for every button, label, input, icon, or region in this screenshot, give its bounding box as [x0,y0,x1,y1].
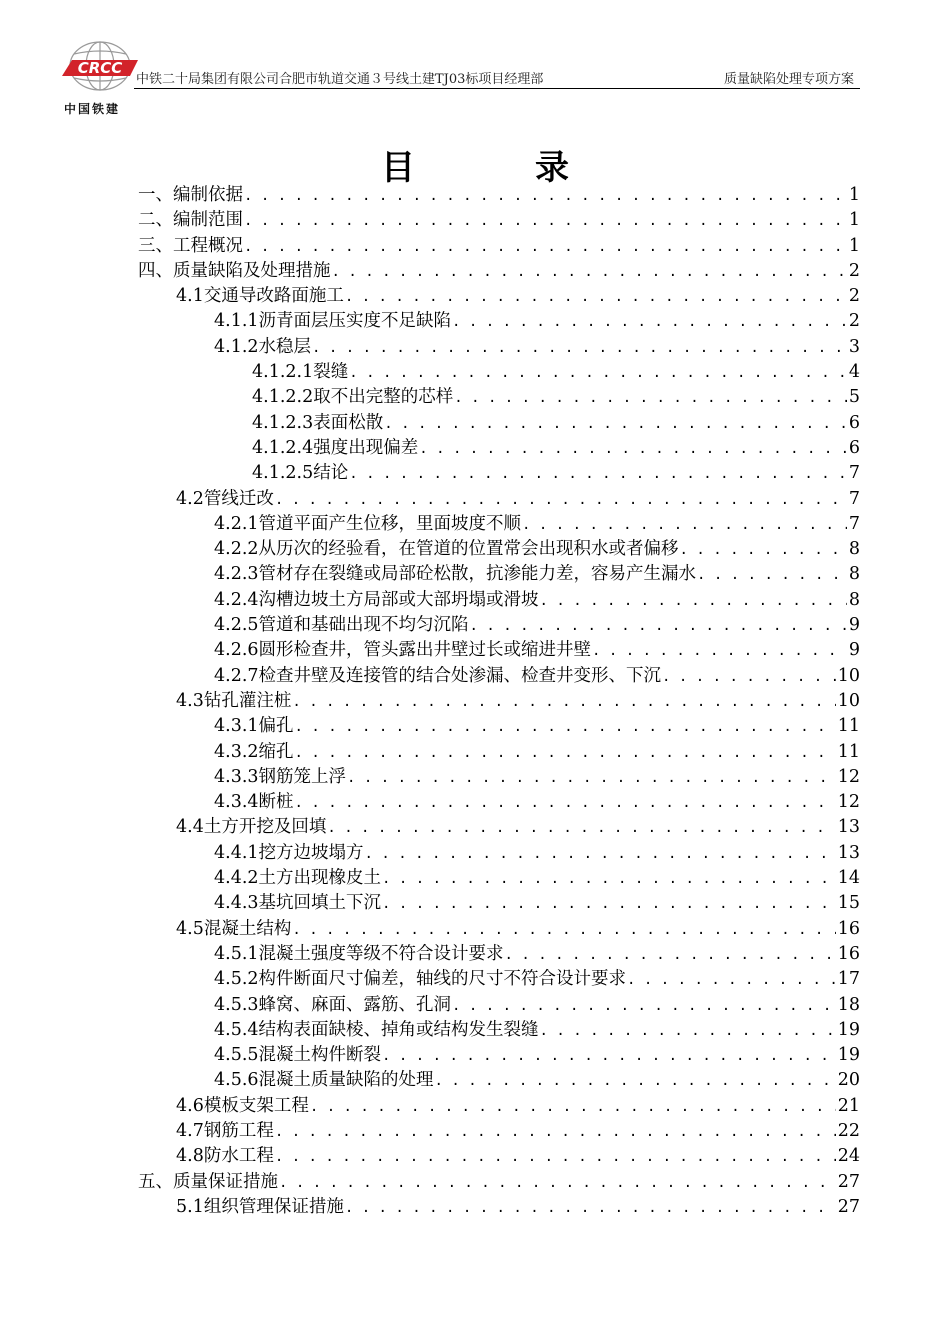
toc-leader-dots [327,816,835,840]
toc-entry-page: 10 [837,665,860,686]
logo-caption: 中国铁建 [64,102,121,116]
toc-leader-dots [312,336,847,360]
toc-leader-dots [382,892,836,916]
toc-entry-label: 4.4.2土方出现橡皮土 [214,866,382,891]
toc-entry[interactable] [138,841,860,866]
toc-entry[interactable] [138,309,860,334]
toc-entry-label: 4.4土方开挖及回填 [176,815,327,840]
toc-leader-dots [365,842,836,866]
toc-leader-dots [382,867,836,891]
toc-leader-dots [244,209,847,233]
toc-entry-label: 4.8防水工程 [176,1144,275,1169]
toc-entry-page: 8 [848,539,860,560]
toc-entry-page: 7 [848,463,860,484]
toc-entry-label: 4.3.1偏孔 [214,714,295,739]
page-title: 目录 [381,148,689,188]
toc-entry-page: 2 [848,286,860,307]
toc-leader-dots [275,1145,836,1169]
toc-leader-dots [419,437,847,461]
toc-entry-page: 20 [837,1070,860,1091]
toc-entry[interactable] [138,487,860,512]
toc-leader-dots [627,968,836,992]
toc-entry-label: 三、工程概况 [138,234,244,259]
toc-entry[interactable] [138,537,860,562]
toc-entry-page: 27 [837,1171,860,1192]
toc-entry-label: 4.1.1沥青面层压实度不足缺陷 [214,309,452,334]
toc-entry-page: 16 [837,918,860,939]
toc-entry-label: 4.2.2从历次的经验看，在管道的位置常会出现积水或者偏移 [214,537,680,562]
toc-entry-label: 4.4.1挖方边坡塌方 [214,841,365,866]
toc-entry[interactable] [138,1195,860,1220]
toc-leader-dots [279,1171,836,1195]
toc-leader-dots [295,715,836,739]
toc-entry-label: 4.5.1混凝土强度等级不符合设计要求 [214,942,505,967]
toc-leader-dots [244,235,847,259]
toc-entry-label: 4.1.2.4强度出现偏差 [252,436,419,461]
toc-entry-page: 7 [848,488,860,509]
toc-leader-dots [592,639,847,663]
toc-entry-label: 4.5.2构件断面尺寸偏差，轴线的尺寸不符合设计要求 [214,967,627,992]
toc-leader-dots [435,1069,836,1093]
toc-entry-label: 4.3.3钢筋笼上浮 [214,765,347,790]
toc-entry-label: 4.4.3基坑回填土下沉 [214,891,382,916]
toc-entry[interactable] [138,436,860,461]
toc-entry-label: 4.2.5管道和基础出现不均匀沉陷 [214,613,470,638]
toc-entry-page: 8 [848,564,860,585]
toc-entry-label: 五、质量保证措施 [138,1170,279,1195]
toc-entry[interactable] [138,942,860,967]
toc-entry[interactable] [138,1043,860,1068]
toc-entry-label: 4.5混凝土结构 [176,917,292,942]
header-organization: 中铁二十局集团有限公司合肥市轨道交通３号线土建TJ03标项目经理部 [136,72,544,87]
toc-entry-page: 2 [848,260,860,281]
toc-entry-label: 4.3钻孔灌注桩 [176,689,292,714]
toc-entry-label: 4.5.5混凝土构件断裂 [214,1043,382,1068]
toc-entry-label: 4.1交通导改路面施工 [176,284,345,309]
toc-entry-label: 4.5.6混凝土质量缺陷的处理 [214,1068,435,1093]
toc-leader-dots [292,690,835,714]
header-document-name: 质量缺陷处理专项方案 [723,72,854,87]
toc-entry-page: 17 [837,969,860,990]
toc-entry-page: 15 [837,893,860,914]
toc-entry[interactable] [138,360,860,385]
toc-entry[interactable] [138,967,860,992]
toc-entry-label: 4.5.4结构表面缺棱、掉角或结构发生裂缝 [214,1018,540,1043]
toc-leader-dots [384,412,847,436]
toc-leader-dots [345,1196,836,1220]
toc-entry-page: 24 [837,1146,860,1167]
toc-entry-page: 13 [837,842,860,863]
toc-entry[interactable] [138,183,860,208]
toc-entry[interactable] [138,638,860,663]
toc-leader-dots [349,361,847,385]
toc-entry[interactable] [138,1144,860,1169]
toc-entry[interactable] [138,259,860,284]
toc-entry-label: 4.1.2.1裂缝 [252,360,349,385]
toc-entry-page: 6 [848,437,860,458]
toc-leader-dots [332,260,847,284]
toc-entry-page: 3 [848,336,860,357]
toc-entry[interactable] [138,1170,860,1195]
toc-entry[interactable] [138,689,860,714]
toc-entry-page: 18 [837,994,860,1015]
toc-entry[interactable] [138,335,860,360]
toc-entry-page: 9 [848,615,860,636]
header-rule [134,88,860,89]
toc-leader-dots [295,741,836,765]
toc-entry-label: 4.2.6圆形检查井，管头露出井壁过长或缩进井壁 [214,638,592,663]
toc-leader-dots [345,285,847,309]
toc-entry[interactable] [138,765,860,790]
toc-entry-label: 4.7钢筋工程 [176,1119,275,1144]
toc-entry-page: 19 [837,1045,860,1066]
toc-leader-dots [452,994,836,1018]
toc-entry-page: 9 [848,640,860,661]
toc-entry-page: 19 [837,1019,860,1040]
toc-entry[interactable] [138,740,860,765]
toc-entry[interactable] [138,284,860,309]
toc-entry[interactable] [138,790,860,815]
toc-entry-label: 4.1.2.3表面松散 [252,411,384,436]
toc-entry[interactable] [138,664,860,689]
toc-leader-dots [275,488,847,512]
table-of-contents [138,183,860,1220]
toc-entry[interactable] [138,1119,860,1144]
toc-entry-label: 4.2管线迁改 [176,487,275,512]
toc-leader-dots [470,614,847,638]
toc-entry[interactable] [138,917,860,942]
toc-leader-dots [349,462,847,486]
toc-entry-page: 1 [848,235,860,256]
toc-entry[interactable] [138,1018,860,1043]
toc-leader-dots [382,1044,836,1068]
toc-entry[interactable] [138,208,860,233]
toc-entry[interactable] [138,512,860,537]
toc-entry-label: 5.1组织管理保证措施 [176,1195,345,1220]
toc-entry-page: 7 [848,513,860,534]
toc-leader-dots [454,386,847,410]
toc-leader-dots [540,589,847,613]
toc-entry-page: 12 [837,792,860,813]
toc-entry-page: 22 [837,1120,860,1141]
toc-entry-page: 4 [848,362,860,383]
toc-entry-label: 四、质量缺陷及处理措施 [138,259,332,284]
toc-entry-label: 4.3.4断桩 [214,790,295,815]
toc-entry-label: 4.1.2.2取不出完整的芯样 [252,385,454,410]
toc-entry[interactable] [138,891,860,916]
toc-entry-page: 1 [848,210,860,231]
toc-entry-page: 14 [837,868,860,889]
toc-entry[interactable] [138,385,860,410]
toc-entry-label: 一、编制依据 [138,183,244,208]
toc-entry-label: 4.2.4沟槽边坡土方局部或大部坍塌或滑坡 [214,588,540,613]
toc-entry-page: 1 [848,185,860,205]
logo-text: CRCC [77,59,123,77]
toc-leader-dots [662,665,836,689]
toc-entry-label: 4.2.1管道平面产生位移，里面坡度不顺 [214,512,522,537]
toc-entry[interactable] [138,613,860,638]
toc-entry[interactable] [138,1068,860,1093]
toc-entry-page: 21 [837,1095,860,1116]
toc-entry[interactable] [138,411,860,436]
toc-entry-label: 4.2.7检查井壁及连接管的结合处渗漏、检查井变形、下沉 [214,664,662,689]
toc-leader-dots [292,918,835,942]
toc-entry[interactable] [138,714,860,739]
toc-leader-dots [505,943,836,967]
toc-entry[interactable] [138,866,860,891]
toc-leader-dots [540,1019,836,1043]
toc-entry-page: 6 [848,412,860,433]
toc-entry-page: 8 [848,589,860,610]
toc-entry-page: 16 [837,943,860,964]
toc-entry-label: 4.1.2.5结论 [252,461,349,486]
toc-leader-dots [347,766,836,790]
toc-entry[interactable] [138,993,860,1018]
toc-entry-page: 2 [848,311,860,332]
toc-leader-dots [275,1120,836,1144]
toc-leader-dots [310,1095,836,1119]
toc-entry-page: 12 [837,766,860,787]
toc-entry[interactable] [138,562,860,587]
toc-entry[interactable] [138,815,860,840]
toc-entry-page: 13 [837,817,860,838]
toc-entry[interactable] [138,234,860,259]
toc-entry[interactable] [138,1094,860,1119]
toc-leader-dots [295,791,836,815]
toc-entry[interactable] [138,588,860,613]
toc-entry-label: 4.2.3管材存在裂缝或局部砼松散，抗渗能力差，容易产生漏水 [214,562,697,587]
toc-leader-dots [244,184,847,208]
toc-entry-page: 11 [837,741,860,762]
toc-entry-label: 4.3.2缩孔 [214,740,295,765]
toc-entry-label: 4.5.3蜂窝、麻面、露筋、孔洞 [214,993,452,1018]
toc-leader-dots [522,513,847,537]
page-header [60,36,860,116]
toc-entry-page: 10 [837,690,860,711]
toc-entry-page: 5 [848,387,860,408]
toc-leader-dots [452,310,847,334]
toc-leader-dots [680,538,847,562]
toc-entry-label: 4.6模板支架工程 [176,1094,310,1119]
toc-entry-page: 27 [837,1196,860,1217]
toc-leader-dots [697,563,847,587]
toc-entry-page: 11 [837,716,860,737]
toc-entry-label: 4.1.2水稳层 [214,335,312,360]
toc-entry[interactable] [138,461,860,486]
toc-entry-label: 二、编制范围 [138,208,244,233]
